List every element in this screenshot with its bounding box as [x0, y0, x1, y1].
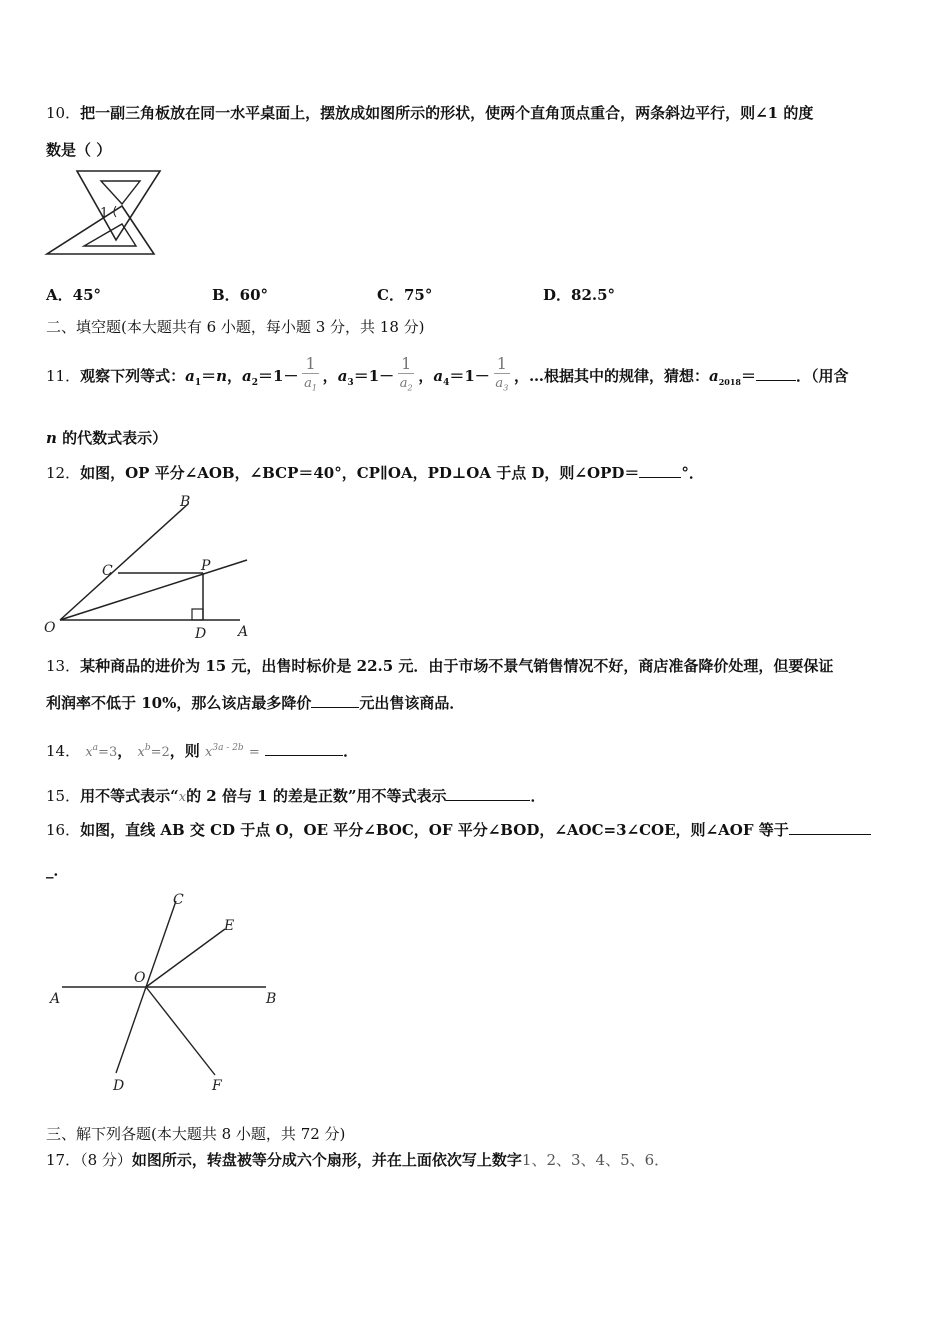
q11-a4: a	[433, 367, 444, 385]
q11-number: 11．	[46, 367, 81, 385]
q11-eq2: ＝1－	[258, 367, 299, 385]
q11-eq3: ＝1－	[353, 367, 395, 385]
q11-frac3-a: a	[495, 376, 504, 392]
q16-label-o: O	[134, 970, 146, 986]
q15-answer-blank[interactable]	[446, 786, 530, 801]
q16-label-c: C	[173, 892, 184, 908]
q16-label-d: D	[113, 1078, 125, 1094]
q10-angle-label: 1	[100, 206, 109, 221]
q16-label-b: B	[266, 991, 277, 1007]
q11-middle-text: ，…根据其中的规律，猜想：	[513, 367, 709, 385]
q11-fraction-1	[302, 355, 318, 399]
q15-text-1: 用不等式表示“	[80, 787, 179, 805]
q17-digits: 1、2、3、4、5、6．	[521, 1151, 670, 1169]
q10-number: 10．	[46, 104, 81, 122]
q11-frac1-den	[302, 374, 318, 399]
q11-frac3-den	[494, 374, 510, 399]
q11-a4-sub: 4	[443, 378, 450, 388]
q15-number: 15．	[46, 787, 81, 805]
q11-line2	[46, 428, 167, 448]
q10-option-b: B．60°	[212, 286, 269, 304]
q10-text-1: 把一副三角板放在同一水平桌面上，摆放成如图所示的形状，使两个直角顶点重合，两条斜边平行，则∠1 的度	[80, 104, 814, 122]
q17-line	[46, 1150, 669, 1170]
q10-triangles-figure	[44, 168, 164, 260]
q12-answer-blank[interactable]	[639, 463, 681, 478]
q11-answer-blank[interactable]	[756, 366, 796, 381]
q13-text-1: 某种商品的进价为 15 元，出售时标价是 22.5 元．由于市场不景气销售情况不好，商店准备降价处理，但要保证	[80, 657, 834, 675]
q16-number: 16．	[46, 821, 81, 839]
q11-a2018: a	[708, 367, 719, 385]
q14-sep2: ，则	[169, 742, 200, 760]
q11-sep1: ，	[227, 367, 243, 385]
q16-label-a: A	[50, 991, 61, 1007]
q11-sep2: ，	[322, 367, 338, 385]
q14-x1: x	[85, 745, 93, 760]
q14-sep1: ，	[117, 742, 133, 760]
q13-line2	[46, 693, 464, 713]
q14-line	[46, 735, 358, 766]
q12-label-b: B	[180, 494, 191, 510]
q15-end: ．	[530, 787, 546, 805]
q11-frac2-sub: 2	[407, 383, 413, 393]
q12-angle-figure	[40, 490, 260, 642]
q11-a3-sub: 3	[347, 378, 354, 388]
q15-x: x	[178, 790, 187, 805]
q10-line1	[46, 103, 813, 123]
q11-eq5: ＝	[740, 367, 756, 385]
q11-fraction-2	[398, 355, 414, 399]
q12-label-c: C	[102, 563, 113, 579]
q10-option-a: A．45°	[46, 286, 102, 304]
q16-label-f: F	[212, 1078, 222, 1094]
q14-number: 14．	[46, 742, 81, 760]
q11-a1-sub: 1	[194, 378, 202, 388]
section2-heading: 二、填空题(本大题共有 6 小题，每小题 3 分，共 18 分)	[46, 318, 425, 336]
q12-line	[46, 463, 704, 483]
q11-frac3-num: 1	[494, 355, 510, 374]
q13-number: 13．	[46, 657, 81, 675]
q11-frac2-num: 1	[398, 355, 414, 374]
q11-a2-sub: 2	[251, 378, 259, 388]
q11-fraction-3	[494, 355, 510, 399]
q11-intro: 观察下列等式：	[80, 367, 186, 385]
q16-lines-figure	[40, 885, 290, 1097]
q16-line1	[46, 820, 871, 840]
q17-score: （8 分）	[80, 1151, 132, 1169]
q13-line1	[46, 656, 833, 676]
q11-eq4: ＝1－	[449, 367, 490, 385]
section3-heading: 三、解下列各题(本大题共 8 小题，共 72 分)	[46, 1125, 346, 1143]
q11-a2: a	[242, 367, 252, 385]
q13-answer-blank[interactable]	[311, 693, 359, 708]
q11-line2-text: 的代数式表示）	[56, 429, 168, 447]
q11-eq1: ＝	[201, 367, 217, 385]
q10-line2	[46, 140, 111, 160]
q11-a1: a	[185, 367, 195, 385]
q13-text-2b: 元出售该商品．	[359, 694, 465, 712]
q11-frac2-den	[398, 374, 414, 399]
q12-end: °．	[681, 464, 704, 482]
q14-exp1: a	[92, 743, 99, 753]
q16-answer-blank[interactable]	[789, 820, 871, 835]
q12-number: 12．	[46, 464, 81, 482]
q12-label-p: P	[201, 558, 211, 574]
q12-label-o: O	[44, 620, 56, 636]
q10-option-d: D．82.5°	[543, 286, 616, 304]
q14-x2: x	[137, 745, 145, 760]
q11-frac1-sub: 1	[311, 383, 317, 393]
q11-a2018-sub: 2018	[718, 377, 741, 387]
q14-end: ．	[343, 742, 359, 760]
q15-line	[46, 786, 546, 808]
q14-val3: =	[248, 745, 260, 760]
q15-text-2: 的 2 倍与 1 的差是正数”用不等式表示	[186, 787, 447, 805]
q12-label-d: D	[195, 626, 207, 642]
q14-val2: =2	[150, 745, 170, 760]
q17-number: 17．	[46, 1151, 81, 1169]
q11-line1	[46, 346, 849, 413]
q10-text-2: 数是（ ）	[46, 141, 112, 159]
q16-label-e: E	[224, 918, 235, 934]
q14-answer-blank[interactable]	[265, 741, 343, 756]
q11-frac3-sub: 3	[503, 383, 509, 393]
q11-frac1-a: a	[304, 376, 312, 392]
q11-a3: a	[337, 367, 348, 385]
q11-sep3: ，	[418, 367, 434, 385]
q10-option-c: C．75°	[377, 286, 433, 304]
q11-n: n	[216, 367, 228, 385]
q14-x3: x	[205, 745, 213, 760]
q11-frac1-num: 1	[302, 355, 318, 374]
q14-exp2: b	[144, 743, 151, 753]
q13-text-2a: 利润率不低于 10%，那么该店最多降价	[46, 694, 312, 712]
q14-val1: =3	[98, 745, 118, 760]
q16-text: 如图，直线 AB 交 CD 于点 O，OE 平分∠BOC，OF 平分∠BOD，∠AOC=3∠COE，则∠AOF 等于	[80, 821, 789, 839]
q16-line2: _．	[46, 861, 69, 879]
q11-end-text: ．（用含	[795, 367, 849, 385]
q17-text: 如图所示，转盘被等分成六个扇形，并在上面依次写上数字	[131, 1151, 522, 1169]
q11-line2-n: n	[46, 429, 57, 447]
q12-text: 如图，OP 平分∠AOB，∠BCP＝40°，CP∥OA，PD⊥OA 于点 D，则∠OPD＝	[80, 464, 640, 482]
q14-exp3: 3a - 2b	[212, 743, 244, 753]
q12-label-a: A	[238, 624, 249, 640]
q11-frac2-a: a	[399, 376, 408, 392]
